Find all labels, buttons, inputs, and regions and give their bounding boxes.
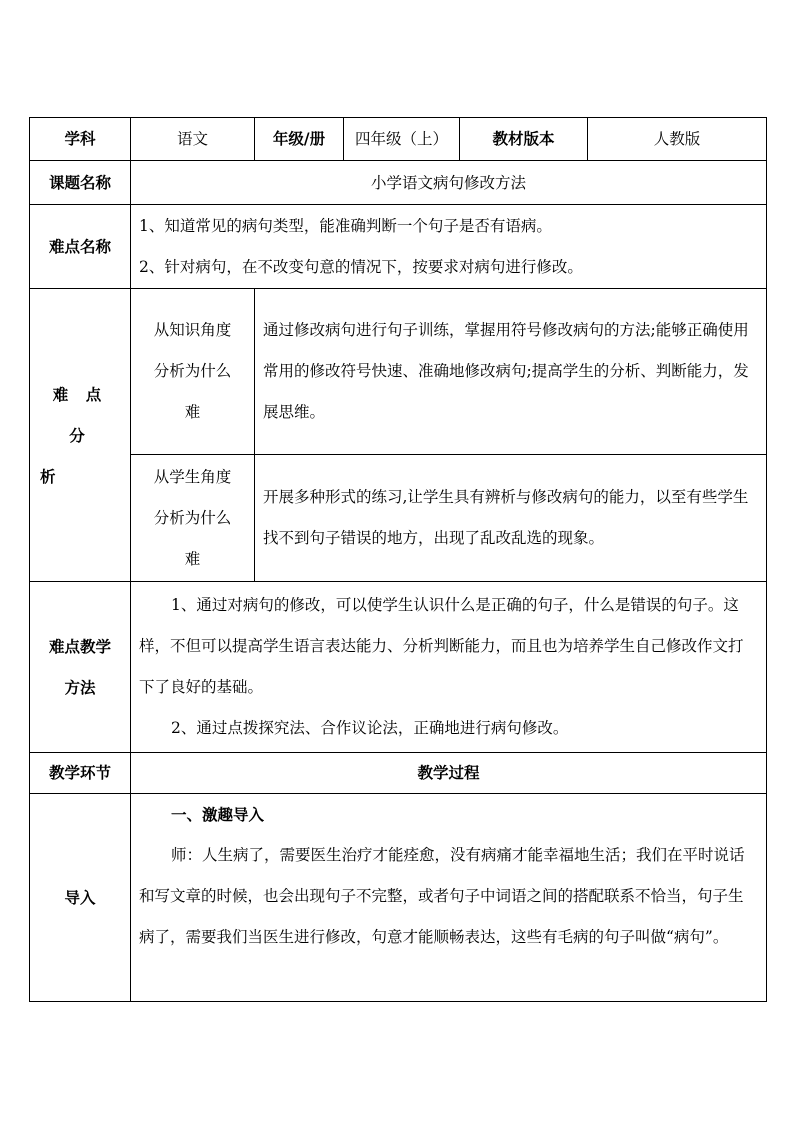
method-label: [30, 582, 131, 753]
method-paragraph: 2、通过点拨探究法、合作议论法，正确地进行病句修改。: [171, 719, 569, 737]
step-label: 教学环节: [30, 753, 131, 794]
student-label-line: 分析为什么: [153, 508, 232, 527]
difficulty-item: 1、知道常见的病句类型，能准确判断一个句子是否有语病。: [139, 216, 552, 235]
edition-label: 教材版本: [460, 118, 588, 161]
knowledge-text: 通过修改病句进行句子训练，掌握用符号修改病句的方法;能够正确使用常用的修改符号快速、准确地修改病句;提高学生的分析、判断能力，发展思维。: [255, 289, 767, 455]
grade-value: 四年级（上）: [344, 118, 460, 161]
student-text: 开展多种形式的练习,让学生具有辨析与修改病句的能力，以至有些学生找不到句子错误的地方，出现了乱改乱选的现象。: [255, 455, 767, 582]
method-paragraph: 1、通过对病句的修改，可以使学生认识什么是正确的句子，什么是错误的句子。这样，不但可以提高学生语言表达能力、分析判断能力，而且也为培养学生自己修改作文打下了良好的基础。: [139, 596, 744, 696]
intro-row: [30, 794, 767, 1002]
lesson-plan-table: [29, 117, 767, 1002]
topic-row: [30, 161, 767, 205]
intro-heading: 一、激趣导入: [171, 805, 265, 824]
intro-label: 导入: [30, 794, 131, 1002]
difficulty-content: [131, 205, 767, 289]
process-header-row: [30, 753, 767, 794]
method-label-line1: 难点教学: [48, 637, 111, 656]
topic-label: 课题名称: [30, 161, 131, 205]
analysis-row-student: [30, 455, 767, 582]
knowledge-label-line: 难: [184, 403, 201, 421]
difficulty-item: 2、针对病句，在不改变句意的情况下，按要求对病句进行修改。: [139, 257, 583, 276]
knowledge-label: [131, 289, 255, 455]
analysis-label-line1: 难 点 分: [52, 384, 108, 445]
difficulty-label: 难点名称: [30, 205, 131, 289]
grade-label: 年级/册: [255, 118, 344, 161]
student-label-line: 从学生角度: [153, 467, 232, 486]
knowledge-label-line: 分析为什么: [153, 362, 232, 380]
method-content: [131, 582, 767, 753]
method-row: [30, 582, 767, 753]
analysis-row-knowledge: [30, 289, 767, 455]
student-label-line: 难: [184, 549, 201, 568]
analysis-label: [30, 289, 131, 582]
process-label: 教学过程: [131, 753, 767, 794]
analysis-label-line2: 析: [40, 466, 56, 486]
knowledge-label-line: 从知识角度: [153, 321, 232, 339]
difficulty-row: [30, 205, 767, 289]
intro-text: 师：人生病了，需要医生治疗才能痊愈，没有病痛才能幸福地生活；我们在平时说话和写文章的时候，也会出现句子不完整，或者句子中词语之间的搭配联系不恰当，句子生病了，需要我们当医生进行修改，句意才能顺畅表达，这些有毛病的句子叫做“病句”。: [139, 846, 745, 946]
method-label-line2: 方法: [64, 678, 96, 697]
edition-value: 人教版: [588, 118, 767, 161]
subject-label: 学科: [30, 118, 131, 161]
topic-value: 小学语文病句修改方法: [131, 161, 767, 205]
intro-content: [131, 794, 767, 1002]
header-row: [30, 118, 767, 161]
student-label: [131, 455, 255, 582]
subject-value: 语文: [131, 118, 255, 161]
